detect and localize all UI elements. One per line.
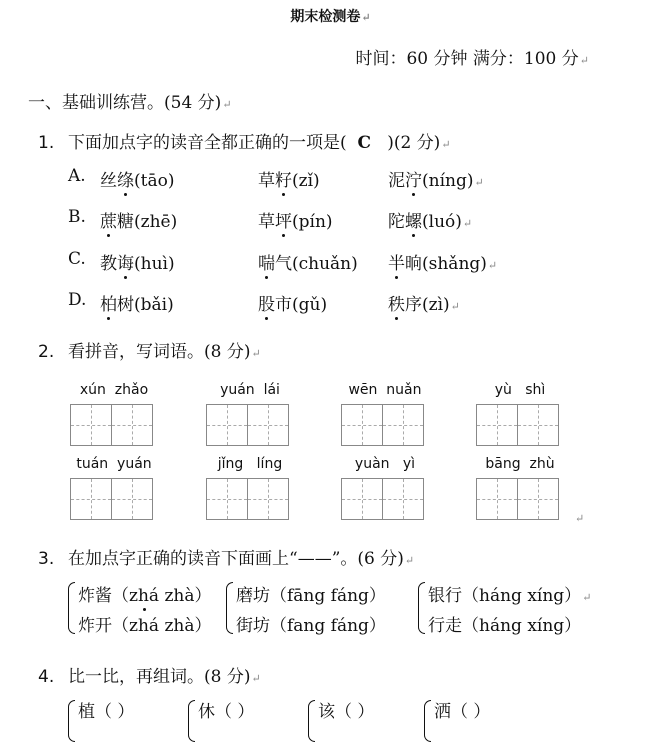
question-number: 4. <box>38 667 55 687</box>
option-word: 秩序(zì)↵ <box>388 290 460 315</box>
pinyin-label: tuán yuán <box>76 456 152 472</box>
option-letter: D. <box>68 290 87 310</box>
option-letter: C. <box>68 249 86 269</box>
answer: C <box>357 133 371 153</box>
pinyin-label: xún zhǎo <box>79 382 149 398</box>
pinyin-label: yuàn yì <box>354 456 416 472</box>
writing-cell[interactable] <box>341 404 383 446</box>
option-word: 蔗糖(zhē) <box>100 207 177 232</box>
pair-item: 磨坊（fāng fáng） <box>236 586 386 606</box>
question-1: 1. 下面加点字的读音全都正确的一项是( C )(2 分)↵ <box>38 133 451 153</box>
pinyin-label: jǐng líng <box>217 456 283 472</box>
question-4: 4. 比一比，再组词。(8 分)↵ <box>38 667 261 687</box>
option-letter: A. <box>68 166 86 186</box>
exam-info: 时间：60 分钟 满分：100 分↵ <box>355 49 589 69</box>
option-word: 喘气(chuǎn) <box>258 249 358 274</box>
option-row <box>68 249 498 274</box>
question-3: 3. 在加点字正确的读音下面画上“——”。(6 分)↵ <box>38 549 415 569</box>
question-number: 1. <box>38 133 55 153</box>
pair-item: 街坊（fang fáng） <box>236 616 386 636</box>
writing-cell[interactable] <box>206 404 248 446</box>
question-number: 2. <box>38 342 55 362</box>
dotted-character: 诲 <box>117 249 134 274</box>
dotted-character: 蔗 <box>100 207 117 232</box>
option-word: 泥泞(níng)↵ <box>388 166 484 191</box>
writing-cell[interactable] <box>247 404 289 446</box>
pair-item: 银行（háng xíng） <box>428 586 582 606</box>
writing-cell[interactable] <box>70 478 112 520</box>
pinyin-label: yuán lái <box>220 382 280 398</box>
writing-cell[interactable] <box>111 404 153 446</box>
writing-cell[interactable] <box>476 404 518 446</box>
option-word: 柏树(bǎi) <box>100 290 174 315</box>
option-word: 陀螺(luó)↵ <box>388 207 472 232</box>
option-row <box>68 207 473 232</box>
writing-cell[interactable] <box>341 478 383 520</box>
dotted-character: 秩 <box>388 290 405 315</box>
dotted-character: 柏 <box>100 290 117 315</box>
writing-cell[interactable] <box>517 478 559 520</box>
section-heading: 一、基础训练营。(54 分)↵ <box>28 93 232 113</box>
option-letter: B. <box>68 207 86 227</box>
writing-cell[interactable] <box>111 478 153 520</box>
option-word: 草籽(zǐ) <box>258 166 320 191</box>
pinyin-label: wēn nuǎn <box>348 382 422 398</box>
writing-cell[interactable] <box>206 478 248 520</box>
question-number: 3. <box>38 549 55 569</box>
pronunciation-pairs: 炸酱（zhá zhà） 炸开（zhá zhà） 磨坊（fāng fáng） 街坊（fang fáng） 银行（háng xíng）↵ 行走（háng xíng） <box>68 578 628 638</box>
writing-cell[interactable] <box>247 478 289 520</box>
page-title: 期末检测卷↵ <box>290 9 371 25</box>
pinyin-label: yù shì <box>494 382 546 398</box>
option-word: 草坪(pín) <box>258 207 333 232</box>
dotted-character: 绦 <box>117 166 134 191</box>
pair-item: 炸酱（zhá zhà） <box>78 581 212 606</box>
dotted-character: 坪 <box>275 207 292 232</box>
writing-cell[interactable] <box>70 404 112 446</box>
dotted-character: 喘 <box>258 249 275 274</box>
option-row <box>68 166 484 191</box>
writing-cell[interactable] <box>382 478 424 520</box>
dotted-character: 籽 <box>275 166 292 191</box>
question-2: 2. 看拼音，写词语。(8 分)↵ <box>38 342 261 362</box>
option-row <box>68 290 460 315</box>
dotted-character: 螺 <box>405 207 422 232</box>
option-word: 教诲(huì) <box>100 249 175 274</box>
writing-cell[interactable] <box>382 404 424 446</box>
dotted-character: 股 <box>258 290 275 315</box>
dotted-character: 泞 <box>405 166 422 191</box>
pair-item: 行走（háng xíng） <box>428 616 582 636</box>
dotted-character: 半 <box>388 249 405 274</box>
pinyin-label: bāng zhù <box>485 456 555 472</box>
option-word: 股市(gǔ) <box>258 290 327 315</box>
option-word: 丝绦(tāo) <box>100 166 174 191</box>
option-word: 半晌(shǎng)↵ <box>388 249 497 274</box>
writing-cell[interactable] <box>517 404 559 446</box>
pair-item: 炸开（zhá zhà） <box>78 616 212 636</box>
writing-cell[interactable] <box>476 478 518 520</box>
